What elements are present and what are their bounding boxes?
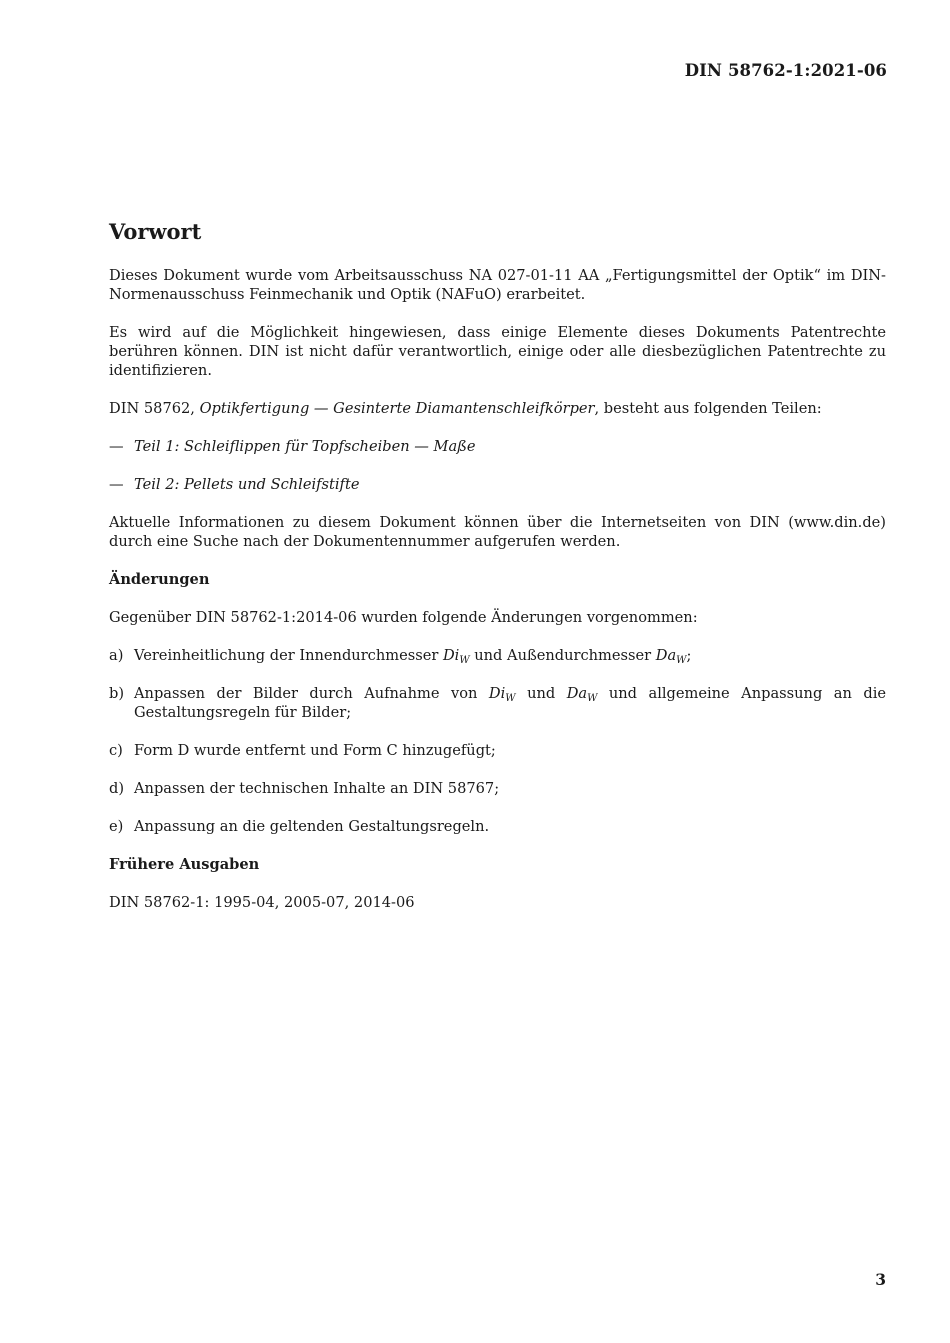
list-item [109,437,886,456]
item-text: ; [686,647,692,664]
list-item [109,684,886,722]
item-text: Vereinheitlichung der Innendurchmesser [134,647,443,664]
part-text: Teil 2: Pellets und Schleifstifte [134,476,360,493]
list-item [109,779,886,798]
series-title: Optikfertigung — Gesinterte Diamantenschleifkörper [199,400,595,417]
changes-list [109,646,886,836]
list-marker: e) [109,818,124,835]
symbol-di: Di [488,685,506,702]
paragraph-info: Aktuelle Informationen zu diesem Dokument können über die Internetseiten von DIN (www.din.de) durch eine Suche nach der Dokumentennummer aufgerufen werden. [109,514,886,550]
list-item [109,741,886,760]
list-item [109,817,886,836]
list-marker: b) [109,685,125,702]
paragraph-patent-notice: Es wird auf die Möglichkeit hingewiesen, dass einige Elemente dieses Dokuments Patentrechte berühren können. DIN ist nicht dafür verantwortlich, einige oder alle diesbezüglichen Patentrechte zu identifizieren. [109,324,886,379]
series-suffix: , besteht aus folgenden Teilen: [594,400,822,417]
list-item [109,646,886,665]
list-marker: d) [109,780,125,797]
symbol-di: Di [442,647,460,664]
list-item [109,475,886,494]
document-body [109,218,886,931]
previous-editions-text: DIN 58762-1: 1995-04, 2005-07, 2014-06 [109,894,415,911]
subscript: W [459,655,470,666]
subscript: W [587,693,598,704]
list-marker: c) [109,742,123,759]
paragraph-committee: Dieses Dokument wurde vom Arbeitsausschuss NA 027-01-11 AA „Fertigungsmittel der Optik“ im DIN-Normenausschuss Feinmechanik und Optik (NAFuO) erarbeitet. [109,267,886,303]
item-text: Anpassen der technischen Inhalte an DIN 58767; [134,780,500,797]
series-prefix: DIN 58762, [109,400,200,417]
changes-intro: Gegenüber DIN 58762-1:2014-06 wurden folgende Änderungen vorgenommen: [109,609,698,626]
part-text: Teil 1: Schleiflippen für Topfscheiben — Maße [134,438,476,455]
document-code: DIN 58762-1:2021-06 [684,61,887,80]
page-number: 3 [875,1270,886,1289]
symbol-da: Da [655,647,677,664]
item-text: Anpassen der Bilder durch Aufnahme von [134,685,489,702]
previous-editions-heading: Frühere Ausgaben [109,856,260,873]
item-text: und [515,685,567,702]
parts-list [109,437,886,494]
item-text: Anpassung an die geltenden Gestaltungsregeln. [134,818,490,835]
item-text: und Außendurchmesser [469,647,656,664]
changes-heading: Änderungen [109,571,210,588]
section-title: Vorwort [109,219,202,244]
dash-marker: — [109,476,124,493]
subscript: W [676,655,687,666]
item-text: und allgemeine Anpassung an die Gestaltungsregeln für Bilder; [134,685,886,721]
list-marker: a) [109,647,124,664]
symbol-da: Da [566,685,588,702]
item-text: Form D wurde entfernt und Form C hinzugefügt; [134,742,496,759]
dash-marker: — [109,438,124,455]
subscript: W [505,693,516,704]
paragraph-series [109,399,886,418]
